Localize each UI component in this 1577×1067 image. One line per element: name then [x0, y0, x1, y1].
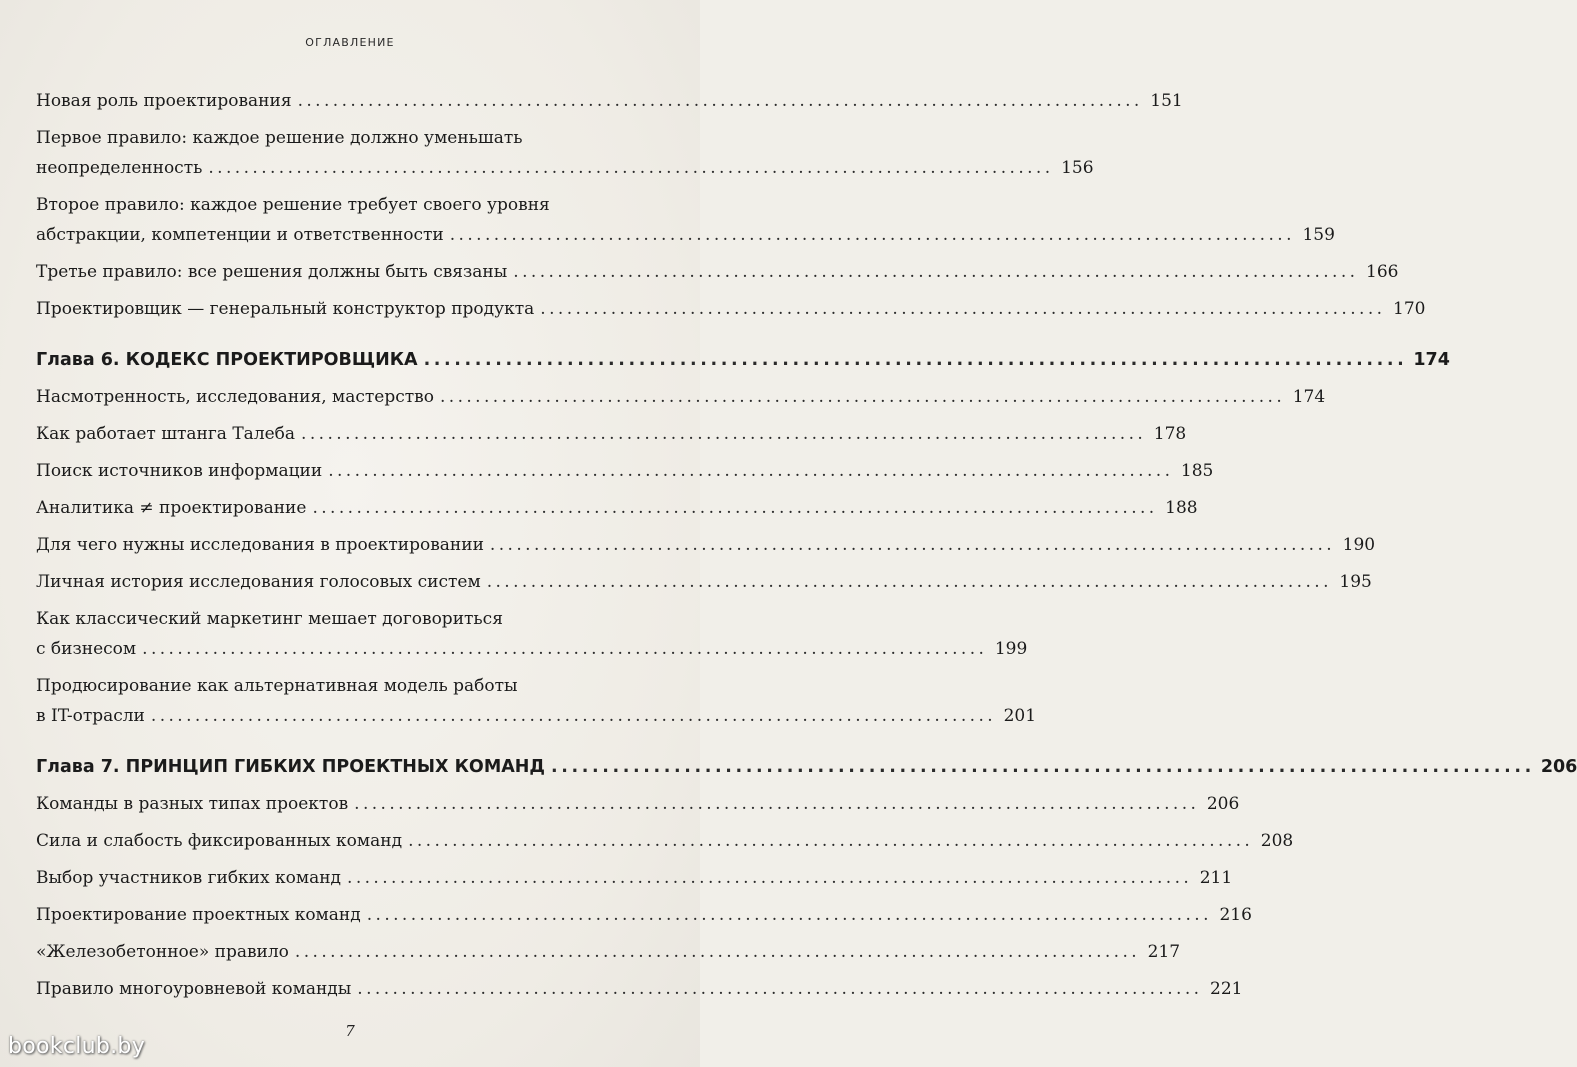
toc-entry — [36, 493, 1198, 523]
page-number: 7 — [345, 1022, 355, 1040]
toc-entry-page: 206 — [1206, 794, 1240, 814]
toc-entry — [36, 567, 1372, 597]
toc-entry-title: Как работает штанга Талеба — [36, 424, 296, 444]
toc-entry-title: Проектировщик — генеральный конструктор продукта — [36, 299, 535, 319]
toc-entry-title: Команды в разных типах проектов — [36, 794, 349, 814]
toc-entry — [36, 456, 1214, 486]
toc-entry — [36, 900, 1252, 930]
toc-entry — [36, 419, 1187, 449]
toc-entry-page: 185 — [1180, 461, 1214, 481]
toc-entry-page: 159 — [1302, 225, 1335, 245]
toc-entry-title-line2: с бизнесом — [36, 639, 137, 659]
toc-entry-page: 166 — [1366, 262, 1399, 282]
toc-entry-title: Личная история исследования голосовых систем — [36, 572, 481, 592]
toc-entry-title-line1: Второе правило: каждое решение требует своего уровня — [36, 195, 550, 215]
toc-entry-title-line2: абстракции, компетенции и ответственности — [36, 225, 444, 245]
toc-entry-page: 190 — [1342, 535, 1376, 555]
toc-entry-title: Выбор участников гибких команд — [36, 868, 342, 888]
toc-entry-page: 170 — [1393, 299, 1426, 319]
toc-entry — [36, 123, 1094, 183]
toc-entry-title: Правило многоуровневой команды — [36, 979, 352, 999]
chapter-title: Глава 6. КОДЕКС ПРОЕКТИРОВЩИКА — [36, 350, 418, 370]
toc-entry-title: Проектирование проектных команд — [36, 905, 361, 925]
toc-entry — [36, 530, 1376, 560]
dot-leader: ................................................................................................ — [439, 387, 1286, 407]
toc-entry-page: 188 — [1165, 498, 1198, 518]
toc-entry — [36, 974, 1243, 1004]
toc-entry-title-line1: Первое правило: каждое решение должно уменьшать — [36, 128, 523, 148]
toc-entry-page: 201 — [1003, 706, 1037, 726]
toc-entry — [36, 671, 1037, 731]
toc-entry-page: 211 — [1199, 868, 1233, 888]
toc-entry-page: 178 — [1153, 424, 1187, 444]
dot-leader: ................................................................................................ — [513, 262, 1359, 282]
toc-entry-page: 217 — [1147, 942, 1181, 962]
toc-entry — [36, 294, 1426, 324]
dot-leader: ................................................................................................ — [366, 905, 1212, 925]
chapter-title: Глава 7. ПРИНЦИП ГИБКИХ ПРОЕКТНЫХ КОМАНД — [36, 757, 546, 777]
dot-leader: ................................................................................................ — [551, 757, 1535, 777]
toc-entry-page: 195 — [1339, 572, 1372, 592]
toc-entry — [36, 257, 1399, 287]
dot-leader: ................................................................................................ — [312, 498, 1158, 518]
toc-entry-title: Третье правило: все решения должны быть связаны — [36, 262, 508, 282]
dot-leader: ................................................................................................ — [294, 942, 1141, 962]
running-header: ОГЛАВЛЕНИЕ — [305, 36, 395, 49]
toc-entry-title: Аналитика ≠ проектирование — [36, 498, 307, 518]
dot-leader: ................................................................................................ — [357, 979, 1203, 999]
toc-entry-title: Поиск источников информации — [36, 461, 323, 481]
toc-entry — [36, 190, 1335, 250]
dot-leader: ................................................................................................ — [449, 225, 1295, 245]
toc-entry-page: 221 — [1210, 979, 1243, 999]
toc-entry-title-line2: в IT-отрасли — [36, 706, 145, 726]
toc-entry-title: «Железобетонное» правило — [36, 942, 289, 962]
dot-leader: ................................................................................................ — [347, 868, 1193, 888]
dot-leader: ................................................................................................ — [328, 461, 1174, 481]
watermark: bookclub.by — [8, 1034, 146, 1059]
chapter-page: 174 — [1413, 350, 1450, 370]
dot-leader: ................................................................................................ — [208, 158, 1054, 178]
toc-entry — [36, 863, 1233, 893]
toc-entry — [36, 789, 1240, 819]
dot-leader: ................................................................................................ — [489, 535, 1336, 555]
dot-leader: ................................................................................................ — [301, 424, 1147, 444]
toc-entry-title-line1: Как классический маркетинг мешает договориться — [36, 609, 503, 629]
toc-entry — [36, 937, 1181, 967]
dot-leader: ................................................................................................ — [423, 350, 1408, 370]
toc-entry-title-line2: неопределенность — [36, 158, 203, 178]
toc-entry-page: 208 — [1260, 831, 1294, 851]
toc-entry — [36, 86, 1183, 116]
toc-entry-page: 174 — [1292, 387, 1326, 407]
toc-entry-title: Новая роль проектирования — [36, 91, 292, 111]
toc-entry-page: 216 — [1219, 905, 1252, 925]
dot-leader: ................................................................................................ — [540, 299, 1386, 319]
toc-entry-title: Сила и слабость фиксированных команд — [36, 831, 403, 851]
dot-leader: ................................................................................................ — [297, 91, 1143, 111]
table-of-contents — [36, 86, 1577, 1004]
toc-entry-title: Для чего нужны исследования в проектировании — [36, 535, 484, 555]
dot-leader: ................................................................................................ — [408, 831, 1254, 851]
dot-leader: ................................................................................................ — [354, 794, 1200, 814]
toc-entry — [36, 604, 1028, 664]
chapter-page: 206 — [1540, 757, 1577, 777]
dot-leader: ................................................................................................ — [486, 572, 1332, 592]
toc-entry-page: 151 — [1150, 91, 1183, 111]
toc-entry — [36, 382, 1326, 412]
chapter-heading — [36, 751, 1577, 783]
toc-entry-page: 199 — [994, 639, 1028, 659]
toc-entry-title: Насмотренность, исследования, мастерство — [36, 387, 434, 407]
chapter-heading — [36, 344, 1450, 376]
dot-leader: ................................................................................................ — [150, 706, 997, 726]
toc-entry — [36, 826, 1294, 856]
dot-leader: ................................................................................................ — [142, 639, 988, 659]
toc-entry-title-line1: Продюсирование как альтернативная модель работы — [36, 676, 518, 696]
toc-entry-page: 156 — [1061, 158, 1094, 178]
